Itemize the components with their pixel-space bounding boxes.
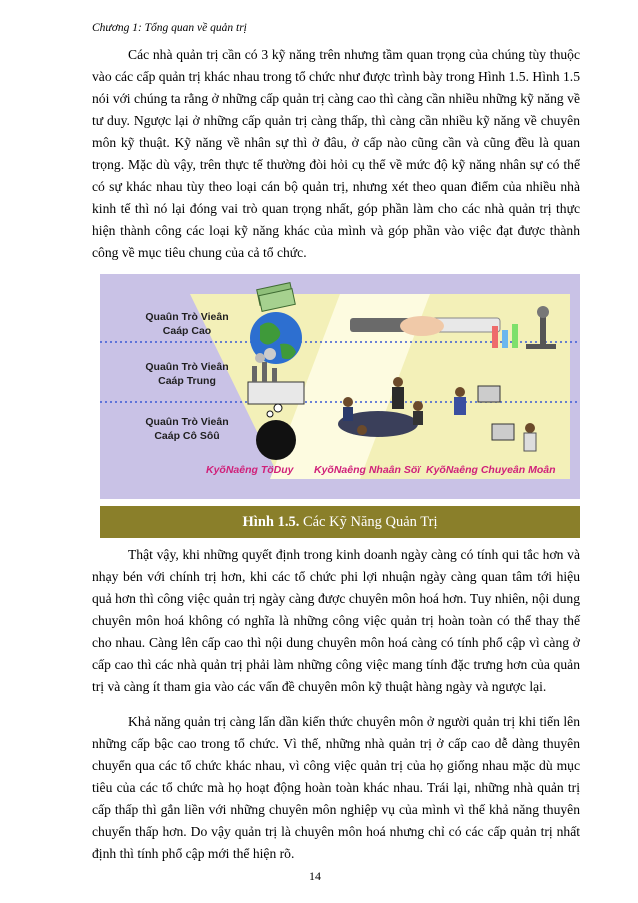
- level-label-middle: Quaûn Trò Vieân Caáp Trung: [145, 361, 229, 387]
- level-label-bottom: Quaûn Trò Vieân Caáp Cô Sôû: [145, 416, 229, 442]
- paragraph-2: Thật vậy, khi những quyết định trong kinh doanh ngày càng có tính qui tắc hơn và nhạy bén với chính trị hơn, khi các tổ chức phi lợi nhuận ngày càng quan tâm tới hiệu quả hơn thì công việc quản trị ngày càng được chuyên môn hoá hơn. Tuy nhiên, nội dung chuyên môn hoá không có nghĩa là những công việc quản trị hoàn toàn có thể thay thế cho nhau. Càng lên cấp cao thì nội dung chuyên môn hoá càng có tính phổ cập vì càng ở cấp cao thì các nhà quản trị phải làm những công việc mang tính đặc trưng hơn của quản trị và càng ít tham gia vào các vấn đề chuyên môn kỹ thuật hàng ngày và ngược lại.: [92, 547, 580, 694]
- level-label-top: Quaûn Trò Vieân Caáp Cao: [145, 311, 229, 337]
- figure-caption: [100, 506, 580, 538]
- paragraph-3: Khả năng quản trị càng lấn dần kiến thức chuyên môn ở người quản trị khi tiến lên những cấp bậc cao trong tổ chức. Vì thế, những nhà quản trị ở cấp cao dễ dàng thuyên chuyển qua các tổ chức khác nhau, vì công việc quản trị của họ giống nhau mặc dù mục tiêu của các tổ chức mà họ hoạt động hoàn toàn khác nhau. Trái lại, những nhà quản trị cấp thấp thì gắn liền với những chuyên môn nghiệp vụ của mình vì thế khả năng thuyên chuyển thấp hơn. Do vậy quản trị là chuyên môn hoá nhưng chỉ có các cấp quản trị nhất định thì tính phổ cập mới thể hiện rõ.: [92, 714, 580, 861]
- paragraph-1: Các nhà quản trị cần có 3 kỹ năng trên nhưng tầm quan trọng của chúng tùy thuộc vào các cấp quản trị khác nhau trong tổ chức như được trình bày trong Hình 1.5. Hình 1.5 nói với chúng ta rằng ở những cấp quản trị càng cao thì càng cần nhiều những kỹ năng về tư duy. Ngược lại ở những cấp quản trị càng thấp, thì càng cần nhiều kỹ năng về chuyên môn kỹ thuật. Kỹ năng về nhân sự thì ở đâu, ở cấp nào cũng cần và cũng đều là quan trọng. Mặc dù vậy, trên thực tế thường đòi hỏi cụ thể về mức độ kỹ năng nhân sự có thể có sự khác nhau tùy theo loại cán bộ quản trị, nhưng xét theo quan điểm của nhiều nhà kinh tế thì nó lại đóng vai trò quan trọng nhất, góp phần làm cho các nhà quản trị thực hiện thành công các loại kỹ năng khác của mình và góp phần vào việc đạt được thành công về mục tiêu chung của cả tổ chức.: [92, 47, 580, 260]
- skill-label-conceptual: KyõNaêng TöDuy: [206, 464, 294, 476]
- page-number: 14: [309, 869, 321, 883]
- skill-label-technical: KyõNaêng Chuyeân Moân: [426, 464, 556, 476]
- figure-caption-text: Các Kỹ Năng Quản Trị: [302, 514, 438, 530]
- figure-1-5: [92, 274, 580, 548]
- chapter-header: Chương 1: Tổng quan về quản trị: [92, 22, 247, 34]
- skill-label-human: KyõNaêng Nhaân Söï: [314, 464, 421, 476]
- figure-caption-label: Hình 1.5.: [242, 514, 300, 530]
